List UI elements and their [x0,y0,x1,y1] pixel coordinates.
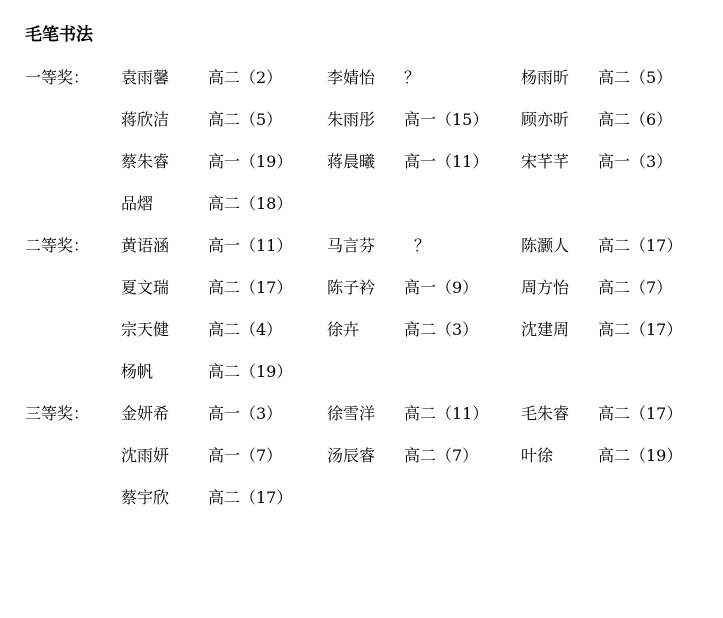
award-row [0,66,723,90]
student-name: 毛朱睿 [521,404,570,423]
student-class: 高一（7） [208,446,283,465]
student-class: ？ [414,236,431,255]
student-class: 高二（17） [598,236,683,255]
document-title: 毛笔书法 [25,25,93,45]
student-class: ？ [404,68,421,87]
student-name: 顾亦昕 [521,110,570,129]
student-class: 高二（7） [598,278,673,297]
student-class: 高一（3） [598,152,673,171]
student-class: 高二（19） [598,446,683,465]
student-name: 杨帆 [121,362,154,381]
student-name: 袁雨馨 [121,68,170,87]
student-class: 高二（3） [404,320,479,339]
student-class: 高一（9） [404,278,479,297]
student-class: 高一（3） [208,404,283,423]
student-class: 高二（19） [208,362,293,381]
student-name: 宗天健 [121,320,170,339]
student-class: 高二（17） [208,488,293,507]
student-name: 蒋晨曦 [327,152,376,171]
student-class: 高一（15） [404,110,489,129]
student-class: 高二（6） [598,110,673,129]
student-name: 叶徐 [521,446,554,465]
student-class: 高二（7） [404,446,479,465]
student-name: 金妍希 [121,404,170,423]
award-row [0,192,723,216]
student-class: 高二（5） [598,68,673,87]
student-name: 汤辰睿 [327,446,376,465]
student-name: 蔡朱睿 [121,152,170,171]
student-class: 高二（17） [598,320,683,339]
student-class: 高一（11） [208,236,293,255]
award-level: 一等奖： [25,68,90,87]
student-class: 高二（17） [208,278,293,297]
student-class: 高二（2） [208,68,283,87]
student-class: 高二（18） [208,194,293,213]
award-level: 三等奖： [25,404,90,423]
student-name: 黄语涵 [121,236,170,255]
student-name: 品熠 [121,194,154,213]
student-name: 陈子衿 [327,278,376,297]
award-row [0,486,723,510]
award-row [0,360,723,384]
student-name: 朱雨彤 [327,110,376,129]
student-name: 徐雪洋 [327,404,376,423]
student-class: 高二（4） [208,320,283,339]
award-row [0,318,723,342]
student-name: 周方怡 [521,278,570,297]
student-name: 李婧怡 [327,68,376,87]
student-class: 高一（19） [208,152,293,171]
award-row [0,108,723,132]
award-row [0,276,723,300]
student-name: 蒋欣洁 [121,110,170,129]
student-class: 高二（17） [598,404,683,423]
student-name: 杨雨昕 [521,68,570,87]
student-name: 沈建周 [521,320,570,339]
student-class: 高一（11） [404,152,489,171]
student-name: 蔡宇欣 [121,488,170,507]
award-row [0,444,723,468]
award-row [0,234,723,258]
student-name: 徐卉 [327,320,360,339]
award-row [0,150,723,174]
student-name: 宋芊芊 [521,152,570,171]
student-name: 马言芬 [327,236,376,255]
student-name: 陈灏人 [521,236,570,255]
student-class: 高二（5） [208,110,283,129]
student-name: 夏文瑞 [121,278,170,297]
student-name: 沈雨妍 [121,446,170,465]
award-row [0,402,723,426]
award-level: 二等奖： [25,236,90,255]
student-class: 高二（11） [404,404,489,423]
